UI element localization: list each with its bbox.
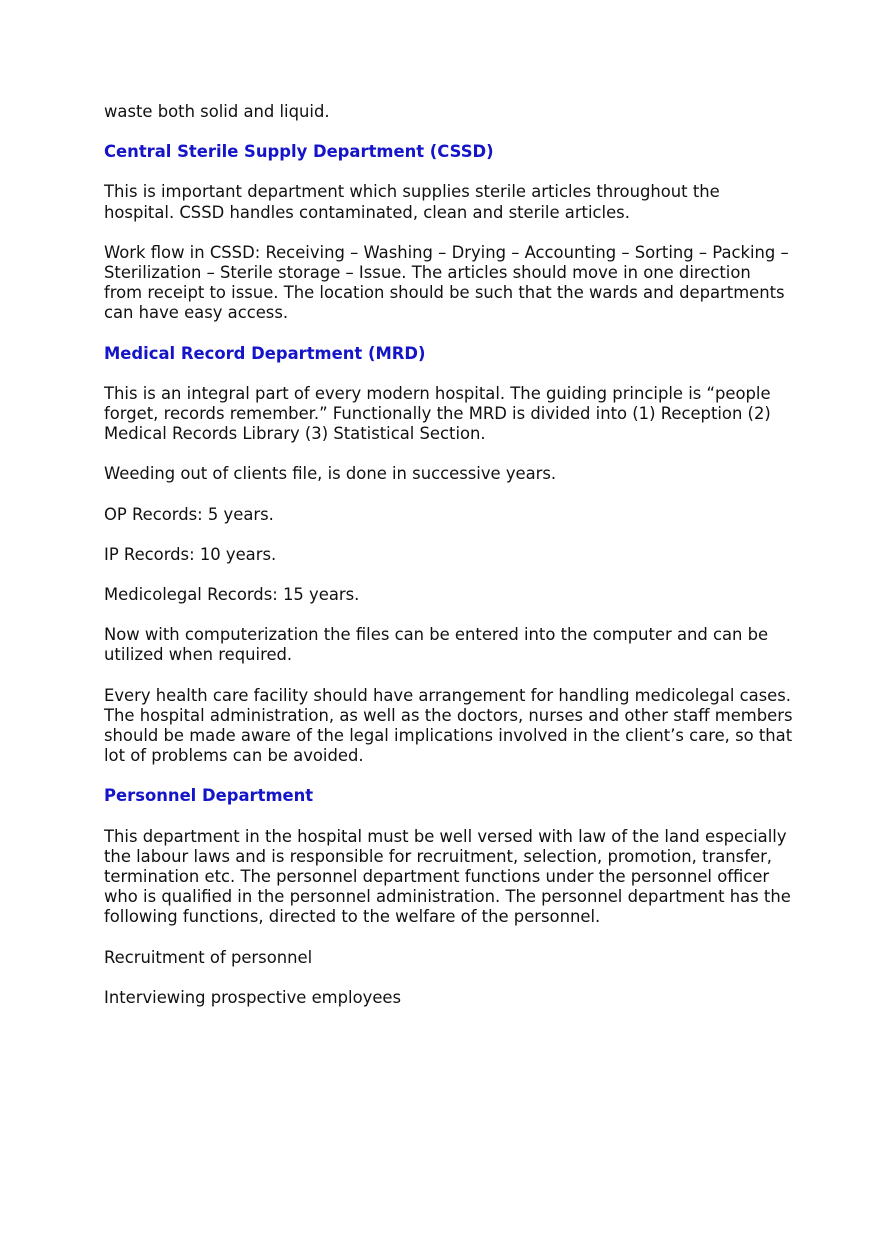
paragraph: Work flow in CSSD: Receiving – Washing – Drying – Accounting – Sorting – Packing – Sterilization – Sterile storage – Issue. The articles should move in one direction from receipt to issue. The location should be such that the wards and departments can have easy access.	[104, 242, 789, 323]
paragraph: IP Records: 10 years.	[104, 544, 277, 564]
section-heading-personnel: Personnel Department	[104, 786, 314, 806]
paragraph: Interviewing prospective employees	[104, 987, 402, 1007]
intro-fragment: waste both solid and liquid.	[104, 102, 330, 121]
document-page	[104, 102, 794, 1028]
paragraph: Weeding out of clients file, is done in successive years.	[104, 464, 557, 484]
paragraph: Now with computerization the files can be entered into the computer and can be utilized when required.	[104, 625, 769, 665]
paragraph: OP Records: 5 years.	[104, 504, 274, 524]
section-heading-mrd: Medical Record Department (MRD)	[104, 343, 426, 363]
section-heading-cssd: Central Sterile Supply Department (CSSD)	[104, 142, 494, 162]
paragraph: Every health care facility should have arrangement for handling medicolegal cases. The hospital administration, as well as the doctors, nurses and other staff members should be made aware of the legal implications involved in the client’s care, so that lot of problems can be avoided.	[104, 685, 793, 766]
paragraph: This is an integral part of every modern hospital. The guiding principle is “people forget, records remember.” Functionally the MRD is divided into (1) Reception (2) Medical Records Library (3) Statistical Section.	[104, 383, 771, 444]
paragraph: This is important department which supplies sterile articles throughout the hospital. CSSD handles contaminated, clean and sterile articles.	[104, 182, 720, 222]
paragraph: Medicolegal Records: 15 years.	[104, 585, 360, 605]
paragraph: This department in the hospital must be well versed with law of the land especially the labour laws and is responsible for recruitment, selection, promotion, transfer, termination etc. The personnel department functions under the personnel ofﬁcer who is qualified in the personnel administration. The personnel department has the following functions, directed to the welfare of the personnel.	[104, 826, 791, 927]
paragraph: Recruitment of personnel	[104, 947, 313, 967]
